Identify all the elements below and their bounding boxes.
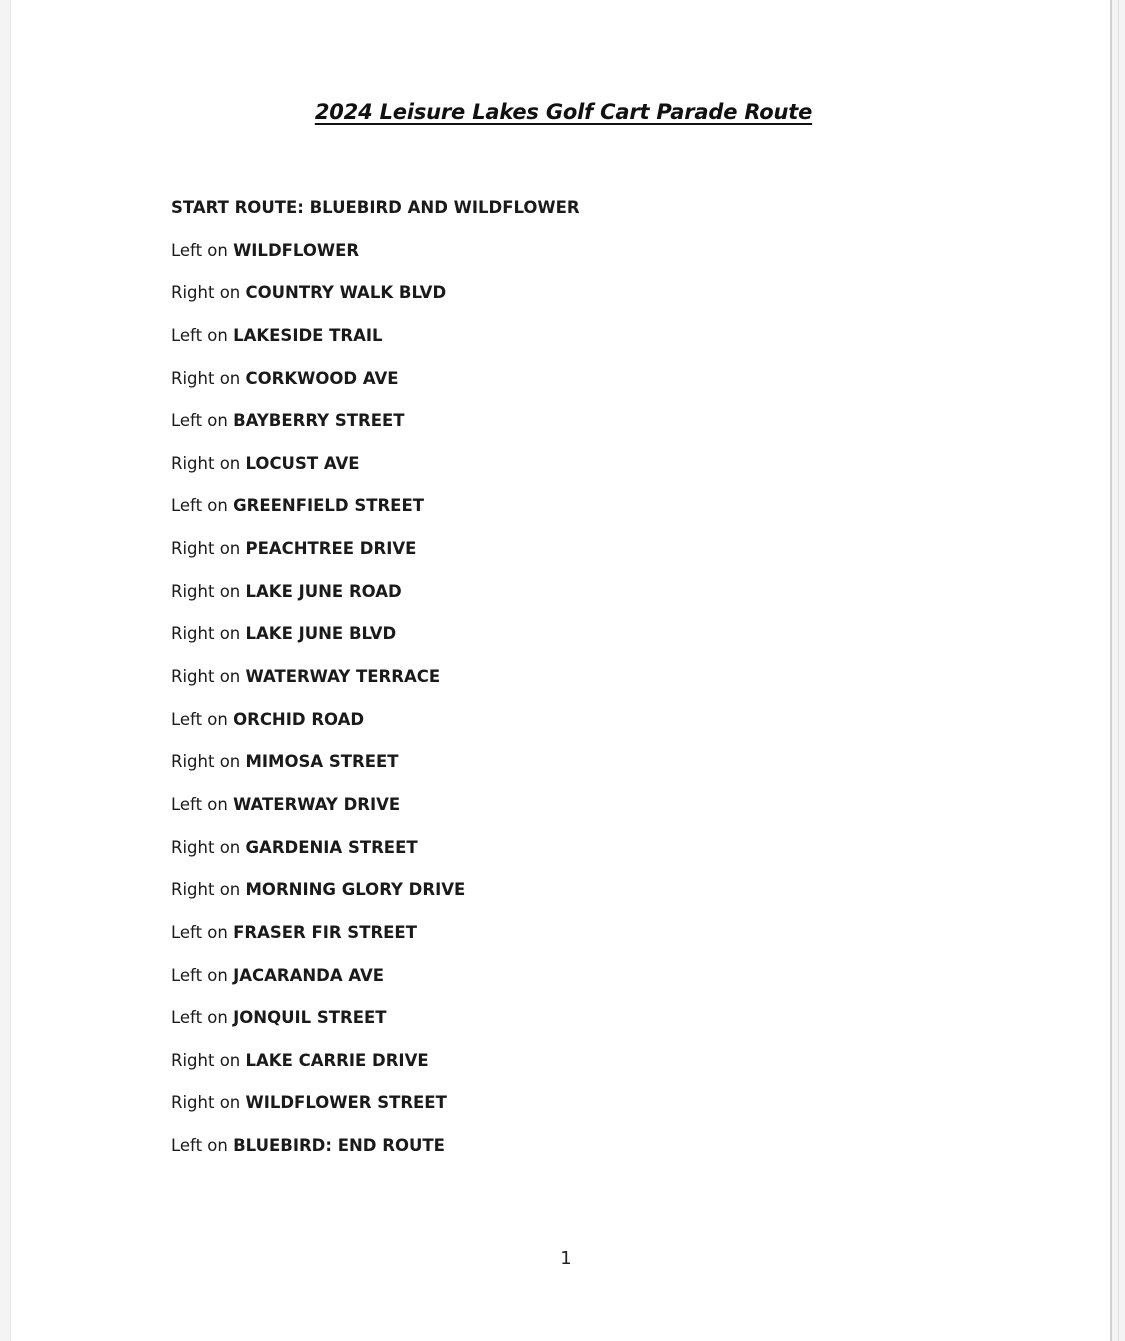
route-step-direction: Right on [171, 283, 246, 303]
route-step-street: WILDFLOWER STREET [245, 1093, 447, 1113]
page-number: 1 [560, 1248, 572, 1269]
route-step-street: LAKESIDE TRAIL [233, 325, 383, 345]
route-step-direction: Right on [171, 880, 246, 900]
route-step-street: GREENFIELD STREET [233, 496, 424, 516]
route-steps-list [171, 196, 580, 1177]
route-step [171, 1006, 580, 1049]
route-step-street: BLUEBIRD: END ROUTE [233, 1136, 445, 1156]
route-step-direction: Left on [171, 496, 234, 516]
route-step-direction: Left on [171, 240, 234, 260]
route-step [171, 921, 580, 964]
document-page [10, 0, 1112, 1341]
route-step-street: GARDENIA STREET [245, 837, 418, 857]
route-step-street: WATERWAY TERRACE [245, 667, 441, 687]
route-step [171, 324, 580, 367]
route-step-direction: Right on [171, 752, 246, 772]
route-step [171, 494, 580, 537]
route-step-direction: Right on [171, 368, 246, 388]
route-step [171, 836, 580, 879]
route-step-direction: Right on [171, 667, 246, 687]
route-step-direction: Left on [171, 411, 234, 431]
route-step-street: LOCUST AVE [245, 453, 360, 473]
route-step [171, 580, 580, 623]
route-step [171, 239, 580, 282]
route-step [171, 452, 580, 495]
route-step-street: WATERWAY DRIVE [233, 794, 401, 814]
route-step-direction: Left on [171, 794, 234, 814]
route-step-street: COUNTRY WALK BLVD [245, 283, 447, 303]
route-step-street: MORNING GLORY DRIVE [245, 880, 466, 900]
route-step-street: JACARANDA AVE [233, 965, 385, 985]
route-step [171, 878, 580, 921]
route-step [171, 367, 580, 410]
route-step-street: WILDFLOWER [233, 240, 360, 260]
route-step [171, 750, 580, 793]
route-step-direction: Right on [171, 581, 246, 601]
route-step-street: MIMOSA STREET [245, 752, 399, 772]
route-step-direction: Left on [171, 1136, 234, 1156]
route-step-direction: Left on [171, 965, 234, 985]
route-step-street: LAKE JUNE BLVD [245, 624, 397, 644]
route-step [171, 409, 580, 452]
route-step [171, 1134, 580, 1177]
route-step-direction: Right on [171, 1050, 246, 1070]
route-step-street: ORCHID ROAD [233, 709, 365, 729]
route-step-direction: Right on [171, 453, 246, 473]
route-step [171, 665, 580, 708]
route-step-street: LAKE CARRIE DRIVE [245, 1050, 429, 1070]
document-title: 2024 Leisure Lakes Golf Cart Parade Route [314, 100, 813, 124]
route-step-direction: Left on [171, 709, 234, 729]
route-step-direction: Left on [171, 325, 234, 345]
route-step-street: LAKE JUNE ROAD [245, 581, 402, 601]
route-step-street: BAYBERRY STREET [233, 411, 405, 431]
route-step-direction: Right on [171, 624, 246, 644]
route-step-direction: Right on [171, 1093, 246, 1113]
route-step [171, 281, 580, 324]
route-step-direction: Right on [171, 837, 246, 857]
route-step-street: PEACHTREE DRIVE [245, 539, 417, 559]
route-step [171, 537, 580, 580]
route-step [171, 964, 580, 1007]
route-step [171, 708, 580, 751]
route-step-direction: Left on [171, 922, 234, 942]
route-step-direction: Left on [171, 1008, 234, 1028]
route-step-street: CORKWOOD AVE [245, 368, 399, 388]
route-step-street: FRASER FIR STREET [233, 922, 417, 942]
route-step [171, 793, 580, 836]
route-step [171, 1049, 580, 1092]
route-step [171, 622, 580, 665]
route-start: START ROUTE: BLUEBIRD AND WILDFLOWER [171, 198, 580, 217]
route-step [171, 1091, 580, 1134]
route-step-street: JONQUIL STREET [233, 1008, 387, 1028]
page-edge-divider [1118, 0, 1119, 1341]
route-step-direction: Right on [171, 539, 246, 559]
